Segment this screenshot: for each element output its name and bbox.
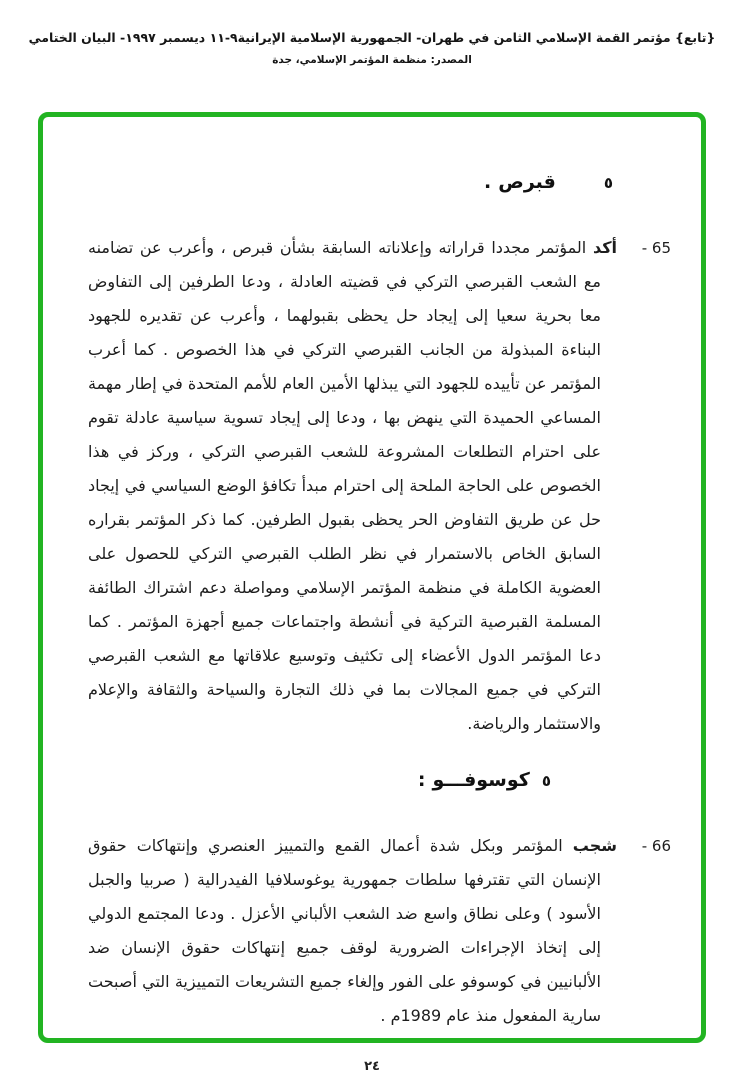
paragraph-65	[88, 231, 671, 741]
section-heading-kosovo	[88, 767, 551, 793]
header-title: {تابع} مؤتمر القمة الإسلامي الثامن في طهران- الجمهورية الإسلامية الإيرانية٩-١١ ديسمبر ١٩٩٧- البيان الختامي	[28, 30, 716, 45]
section-kosovo	[88, 767, 671, 1033]
document-header	[0, 30, 744, 66]
section-title: كوسوفـــو	[432, 769, 530, 791]
paragraph-text: المؤتمر وبكل شدة أعمال القمع والتمييز العنصري وإنتهاكات حقوق الإنسان التي تقترفها سلطات جمهورية يوغوسلافيا الفيدرالية ( صربيا والجبل الأسود ) وعلى نطاق واسع ضد الشعب الألباني الأعزل . ودعا المجتمع الدولي إلى إتخاذ الإجراءات الضرورية لوقف جميع إنتهاكات حقوق الإنسان ضد الألبانيين في كوسوفو على الفور وإلغاء جميع التشريعات التمييزية التي أصبحت سارية المفعول منذ عام 1989م .	[88, 836, 601, 1025]
section-heading-cyprus	[88, 169, 613, 195]
section-cyprus	[88, 169, 671, 741]
section-title: قبرص	[498, 171, 556, 193]
bullet-circle-icon: ٥	[603, 174, 613, 192]
paragraph-number: 66 -	[641, 837, 671, 855]
section-title-punct: :	[417, 769, 426, 791]
paragraph-number: 65 -	[641, 239, 671, 257]
green-frame	[38, 112, 706, 1043]
paragraph-lead-word: شجب	[572, 836, 617, 855]
bullet-circle-icon: ٥	[541, 772, 551, 790]
header-source: المصدر: منظمة المؤتمر الإسلامي، جدة	[272, 54, 472, 66]
section-title-punct: .	[484, 171, 492, 193]
paragraph-lead-word: أكد	[592, 238, 617, 257]
paragraph-66	[88, 829, 671, 1033]
paragraph-text: المؤتمر مجددا قراراته وإعلاناته السابقة بشأن قبرص ، وأعرب عن تضامنه مع الشعب القبرصي التركي في قضيته العادلة ، ودعا الطرفين إلى التفاوض معا بحرية سعيا إلى إيجاد حل يحظى بقبولهما ، وأعرب عن تقديره للجهود البناءة المبذولة من الجانب القبرصي التركي في هذا الخصوص . كما أعرب المؤتمر عن تأييده للجهود التي يبذلها الأمين العام للأمم المتحدة في إطار مهمة المساعي الحميدة التي ينهض بها ، ودعا إلى إيجاد تسوية سياسية عادلة تقوم على احترام التطلعات المشروعة للشعب القبرصي التركي ، وركز في هذا الخصوص على الحاجة الملحة إلى احترام مبدأ تكافؤ الوضع السياسي في إيجاد حل عن طريق التفاوض الحر يحظى بقبول الطرفين. كما ذكر المؤتمر بقراره السابق الخاص بالاستمرار في نظر الطلب القبرصي التركي للحصول على العضوية الكاملة في منظمة المؤتمر الإسلامي ومواصلة دعم اشتراك الطائفة المسلمة القبرصية التركية في أنشطة واجتماعات جميع أجهزة المؤتمر . كما دعا المؤتمر الدول الأعضاء إلى تكثيف وتوسيع علاقاتها مع الشعب القبرصي التركي في جميع المجالات بما في ذلك التجارة والسياحة والثقافة والإعلام والاستثمار والرياضة.	[88, 238, 601, 733]
page-number: ٢٤	[364, 1059, 380, 1074]
